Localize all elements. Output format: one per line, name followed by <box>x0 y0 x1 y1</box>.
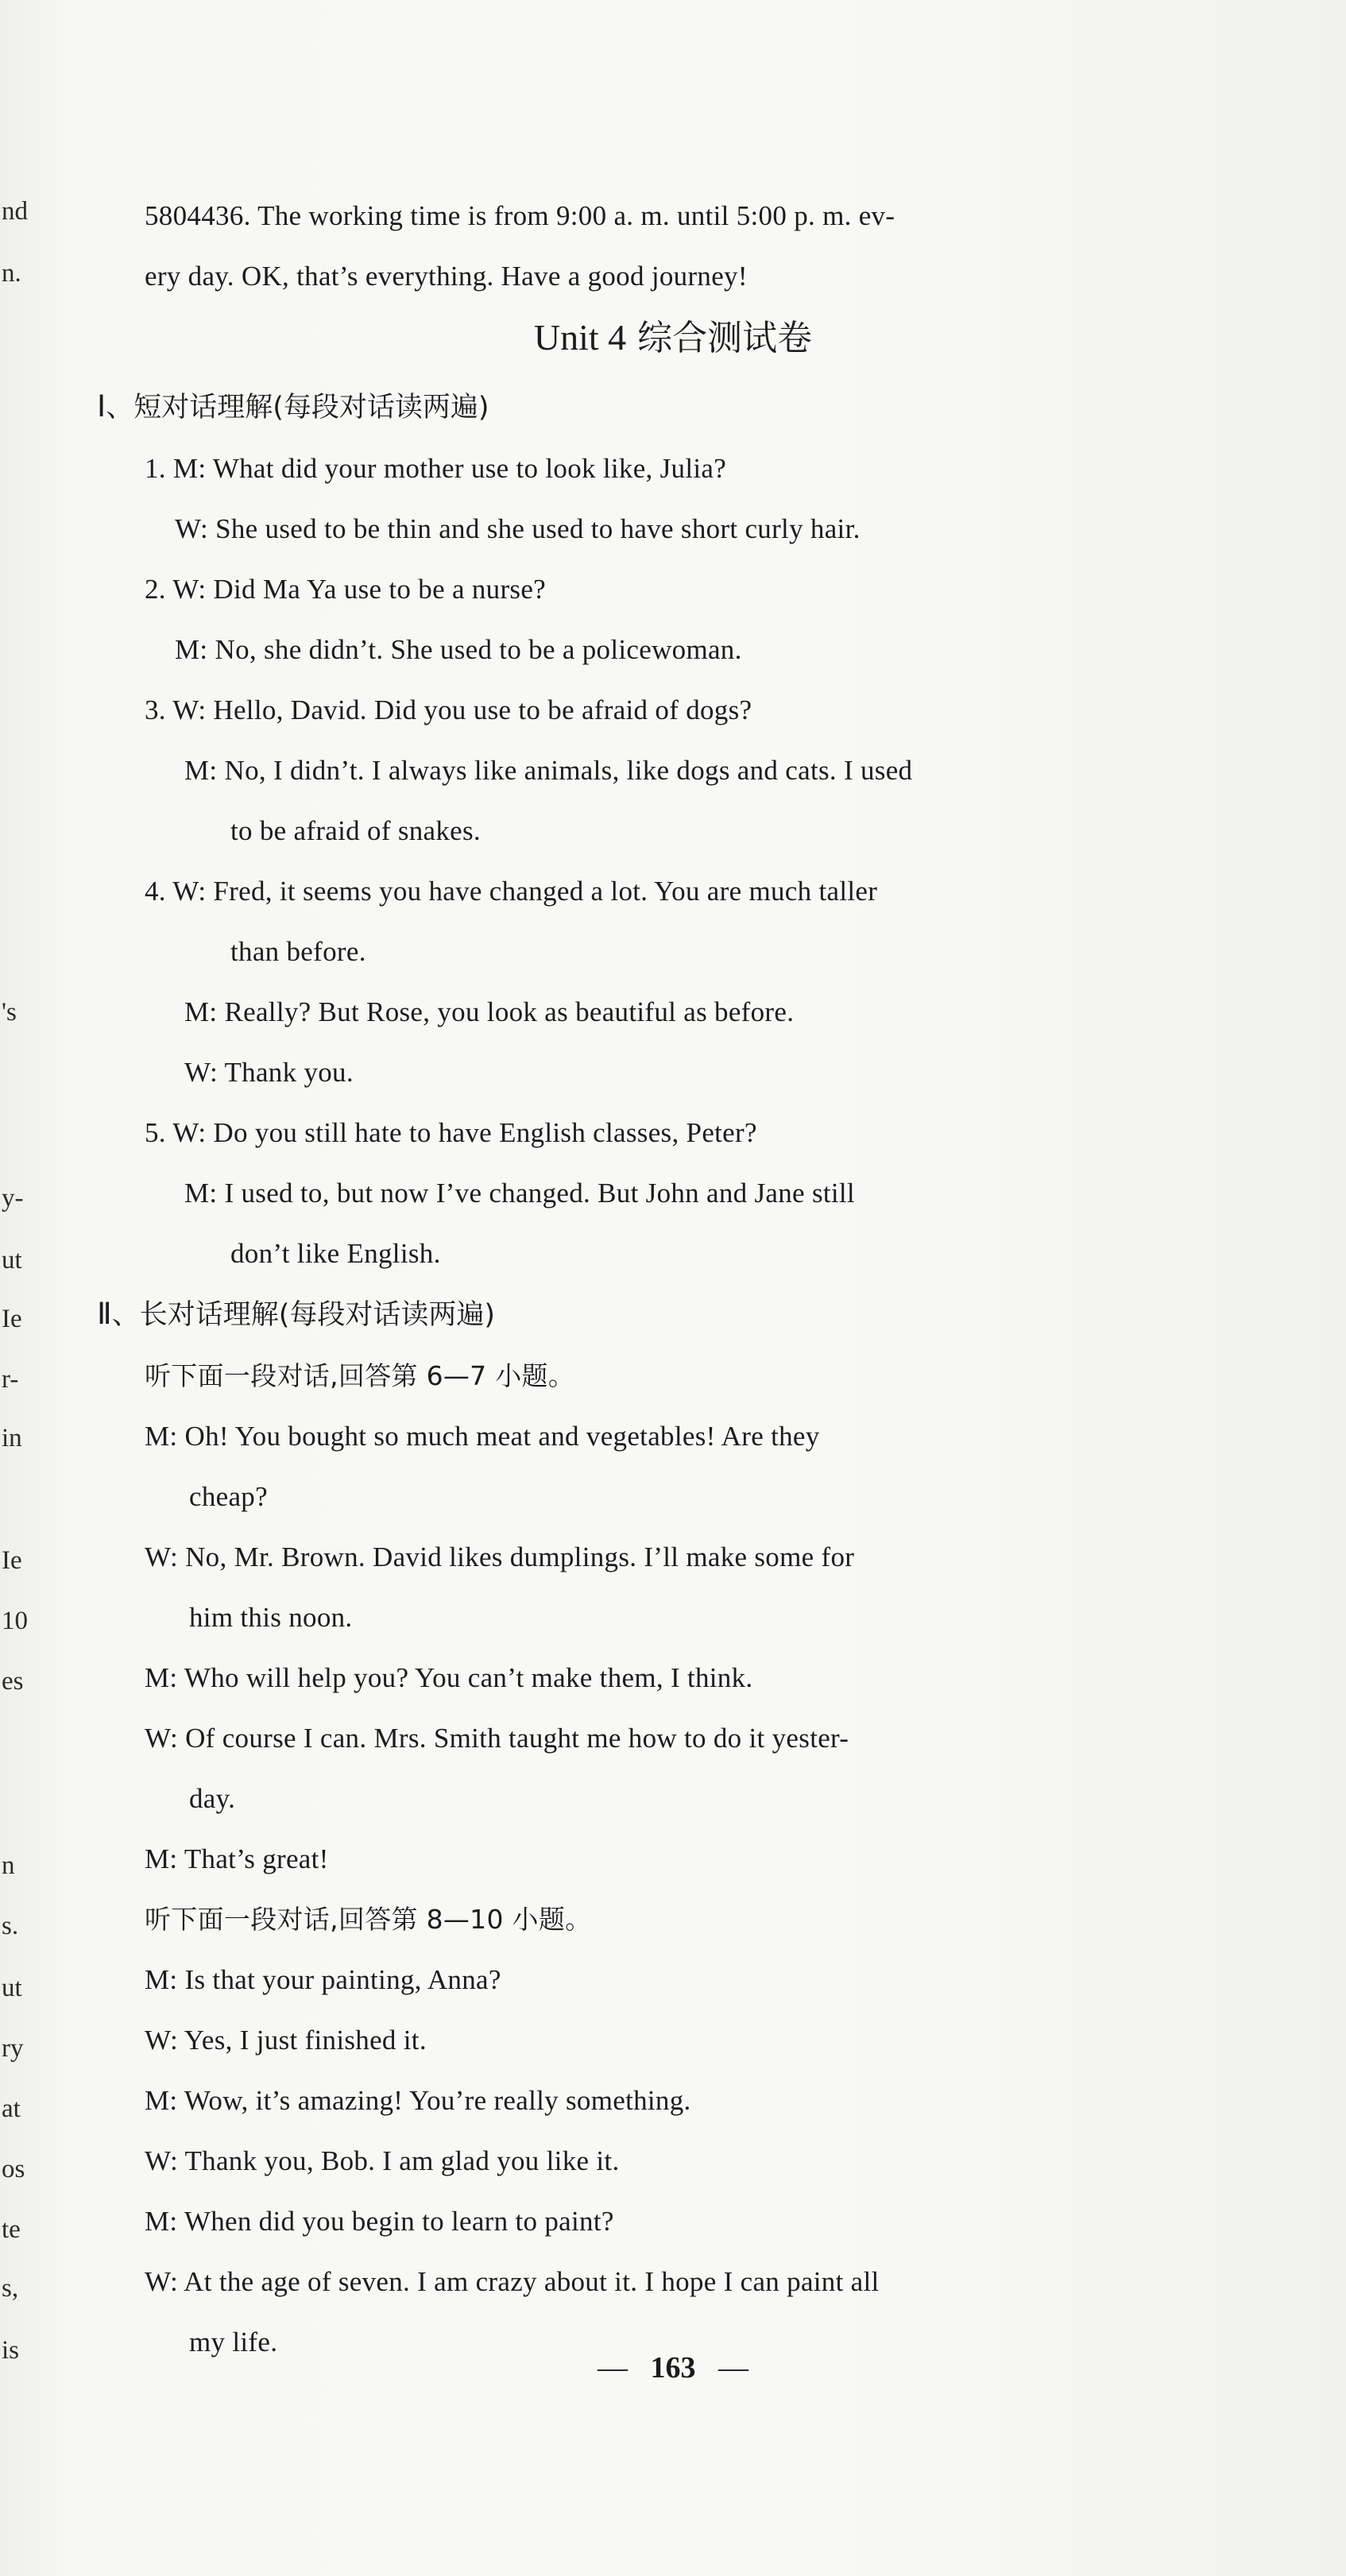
page-number-dash-right: — <box>718 2351 748 2385</box>
long-dialogue-1-line-7: day. <box>189 1783 236 1814</box>
edge-fragment: s. <box>2 1912 19 1940</box>
edge-fragment: r- <box>2 1365 19 1394</box>
short-dialogue-2-line-2: M: No, she didn’t. She used to be a policewoman. <box>175 634 742 665</box>
edge-fragment: ut <box>2 1246 22 1274</box>
long-dialogue-2-line-7: my life. <box>189 2327 278 2357</box>
long-dialogue-1-line-2: cheap? <box>189 1481 268 1512</box>
unit-title-en: Unit 4 <box>533 317 627 358</box>
short-dialogue-5-line-3: don’t like English. <box>230 1238 441 1269</box>
edge-fragment: s, <box>2 2274 19 2303</box>
edge-fragment: y- <box>2 1184 24 1213</box>
long-dialogue-2-line-6: W: At the age of seven. I am crazy about it. I hope I can paint all <box>145 2266 880 2297</box>
long-dialogue-1-line-8: M: That’s great! <box>145 1843 329 1874</box>
section-1-title: 、短对话理解(每段对话读两遍) <box>106 392 489 424</box>
long-dialogue-2-line-1: M: Is that your painting, Anna? <box>145 1964 501 1995</box>
long-dialogue-2-line-2: W: Yes, I just finished it. <box>145 2025 427 2056</box>
long-dialogue-1-line-3: W: No, Mr. Brown. David likes dumplings. I’ll make some for <box>145 1541 855 1572</box>
edge-fragment: es <box>2 1667 24 1696</box>
section-2-title: 、长对话理解(每段对话读两遍) <box>111 1299 496 1331</box>
short-dialogue-4-line-1: 4. W: Fred, it seems you have changed a lot. You are much taller <box>145 876 878 907</box>
section-1-heading <box>97 391 489 424</box>
dialogue-number: 2. <box>145 574 166 605</box>
edge-fragment: te <box>2 2215 21 2244</box>
short-dialogue-5-line-1: 5. W: Do you still hate to have English classes, Peter? <box>145 1117 757 1148</box>
dialogue-number: 3. <box>145 694 166 725</box>
short-dialogue-4-line-4: W: Thank you. <box>184 1057 354 1088</box>
long-dialogue-2-line-3: M: Wow, it’s amazing! You’re really something. <box>145 2085 691 2116</box>
intro-line-1: 5804436. The working time is from 9:00 a. m. until 5:00 p. m. ev- <box>145 200 895 231</box>
edge-fragment: Ie <box>2 1305 22 1333</box>
short-dialogue-3-line-3: to be afraid of snakes. <box>230 815 481 846</box>
section-2-heading <box>97 1298 495 1331</box>
short-dialogue-3-line-2: M: No, I didn’t. I always like animals, like dogs and cats. I used <box>184 755 913 786</box>
edge-fragment: os <box>2 2155 25 2183</box>
edge-fragment: at <box>2 2094 21 2123</box>
edge-fragment: in <box>2 1424 22 1452</box>
section-2-numeral: Ⅱ <box>97 1298 112 1331</box>
short-dialogue-3-line-1: 3. W: Hello, David. Did you use to be afraid of dogs? <box>145 694 752 725</box>
page-number <box>0 2350 1346 2385</box>
edge-fragment: n <box>2 1851 15 1880</box>
long-dialogue-2-line-5: M: When did you begin to learn to paint? <box>145 2206 614 2237</box>
short-dialogue-1-line-2: W: She used to be thin and she used to have short curly hair. <box>175 513 861 544</box>
unit-title <box>0 318 1346 358</box>
long-dialogue-1-line-6: W: Of course I can. Mrs. Smith taught me how to do it yester- <box>145 1723 849 1754</box>
long-dialogue-prompt-2: 听下面一段对话,回答第 8—10 小题。 <box>145 1904 592 1935</box>
long-dialogue-1-line-4: him this noon. <box>189 1602 353 1633</box>
page-number-dash-left: — <box>598 2351 628 2385</box>
dialogue-number: 5. <box>145 1117 166 1148</box>
dialogue-number: 1. <box>145 453 166 484</box>
edge-fragment: nd <box>2 197 28 226</box>
long-dialogue-1-line-5: M: Who will help you? You can’t make them, I think. <box>145 1662 753 1693</box>
edge-fragment: 10 <box>2 1607 28 1635</box>
long-dialogue-1-line-1: M: Oh! You bought so much meat and vegetables! Are they <box>145 1421 820 1452</box>
page-number-value: 163 <box>650 2351 696 2385</box>
edge-fragment: ry <box>2 2034 24 2063</box>
short-dialogue-1-line-1: 1. M: What did your mother use to look like, Julia? <box>145 453 727 484</box>
edge-fragment: 's <box>2 998 17 1027</box>
long-dialogue-2-line-4: W: Thank you, Bob. I am glad you like it. <box>145 2145 620 2176</box>
unit-title-cn: 综合测试卷 <box>637 318 813 358</box>
long-dialogue-prompt-1: 听下面一段对话,回答第 6—7 小题。 <box>145 1360 575 1391</box>
short-dialogue-4-line-3: M: Really? But Rose, you look as beautiful as before. <box>184 996 795 1027</box>
intro-line-2: ery day. OK, that’s everything. Have a good journey! <box>145 261 748 292</box>
short-dialogue-4-line-2: than before. <box>230 936 366 967</box>
edge-fragment: Ie <box>2 1546 22 1575</box>
section-1-numeral: Ⅰ <box>97 390 106 424</box>
short-dialogue-2-line-1: 2. W: Did Ma Ya use to be a nurse? <box>145 574 546 605</box>
dialogue-number: 4. <box>145 876 166 907</box>
edge-fragment: is <box>2 2336 20 2365</box>
edge-fragment: ut <box>2 1974 22 2002</box>
short-dialogue-5-line-2: M: I used to, but now I’ve changed. But John and Jane still <box>184 1178 855 1209</box>
edge-fragment: n. <box>2 259 21 288</box>
